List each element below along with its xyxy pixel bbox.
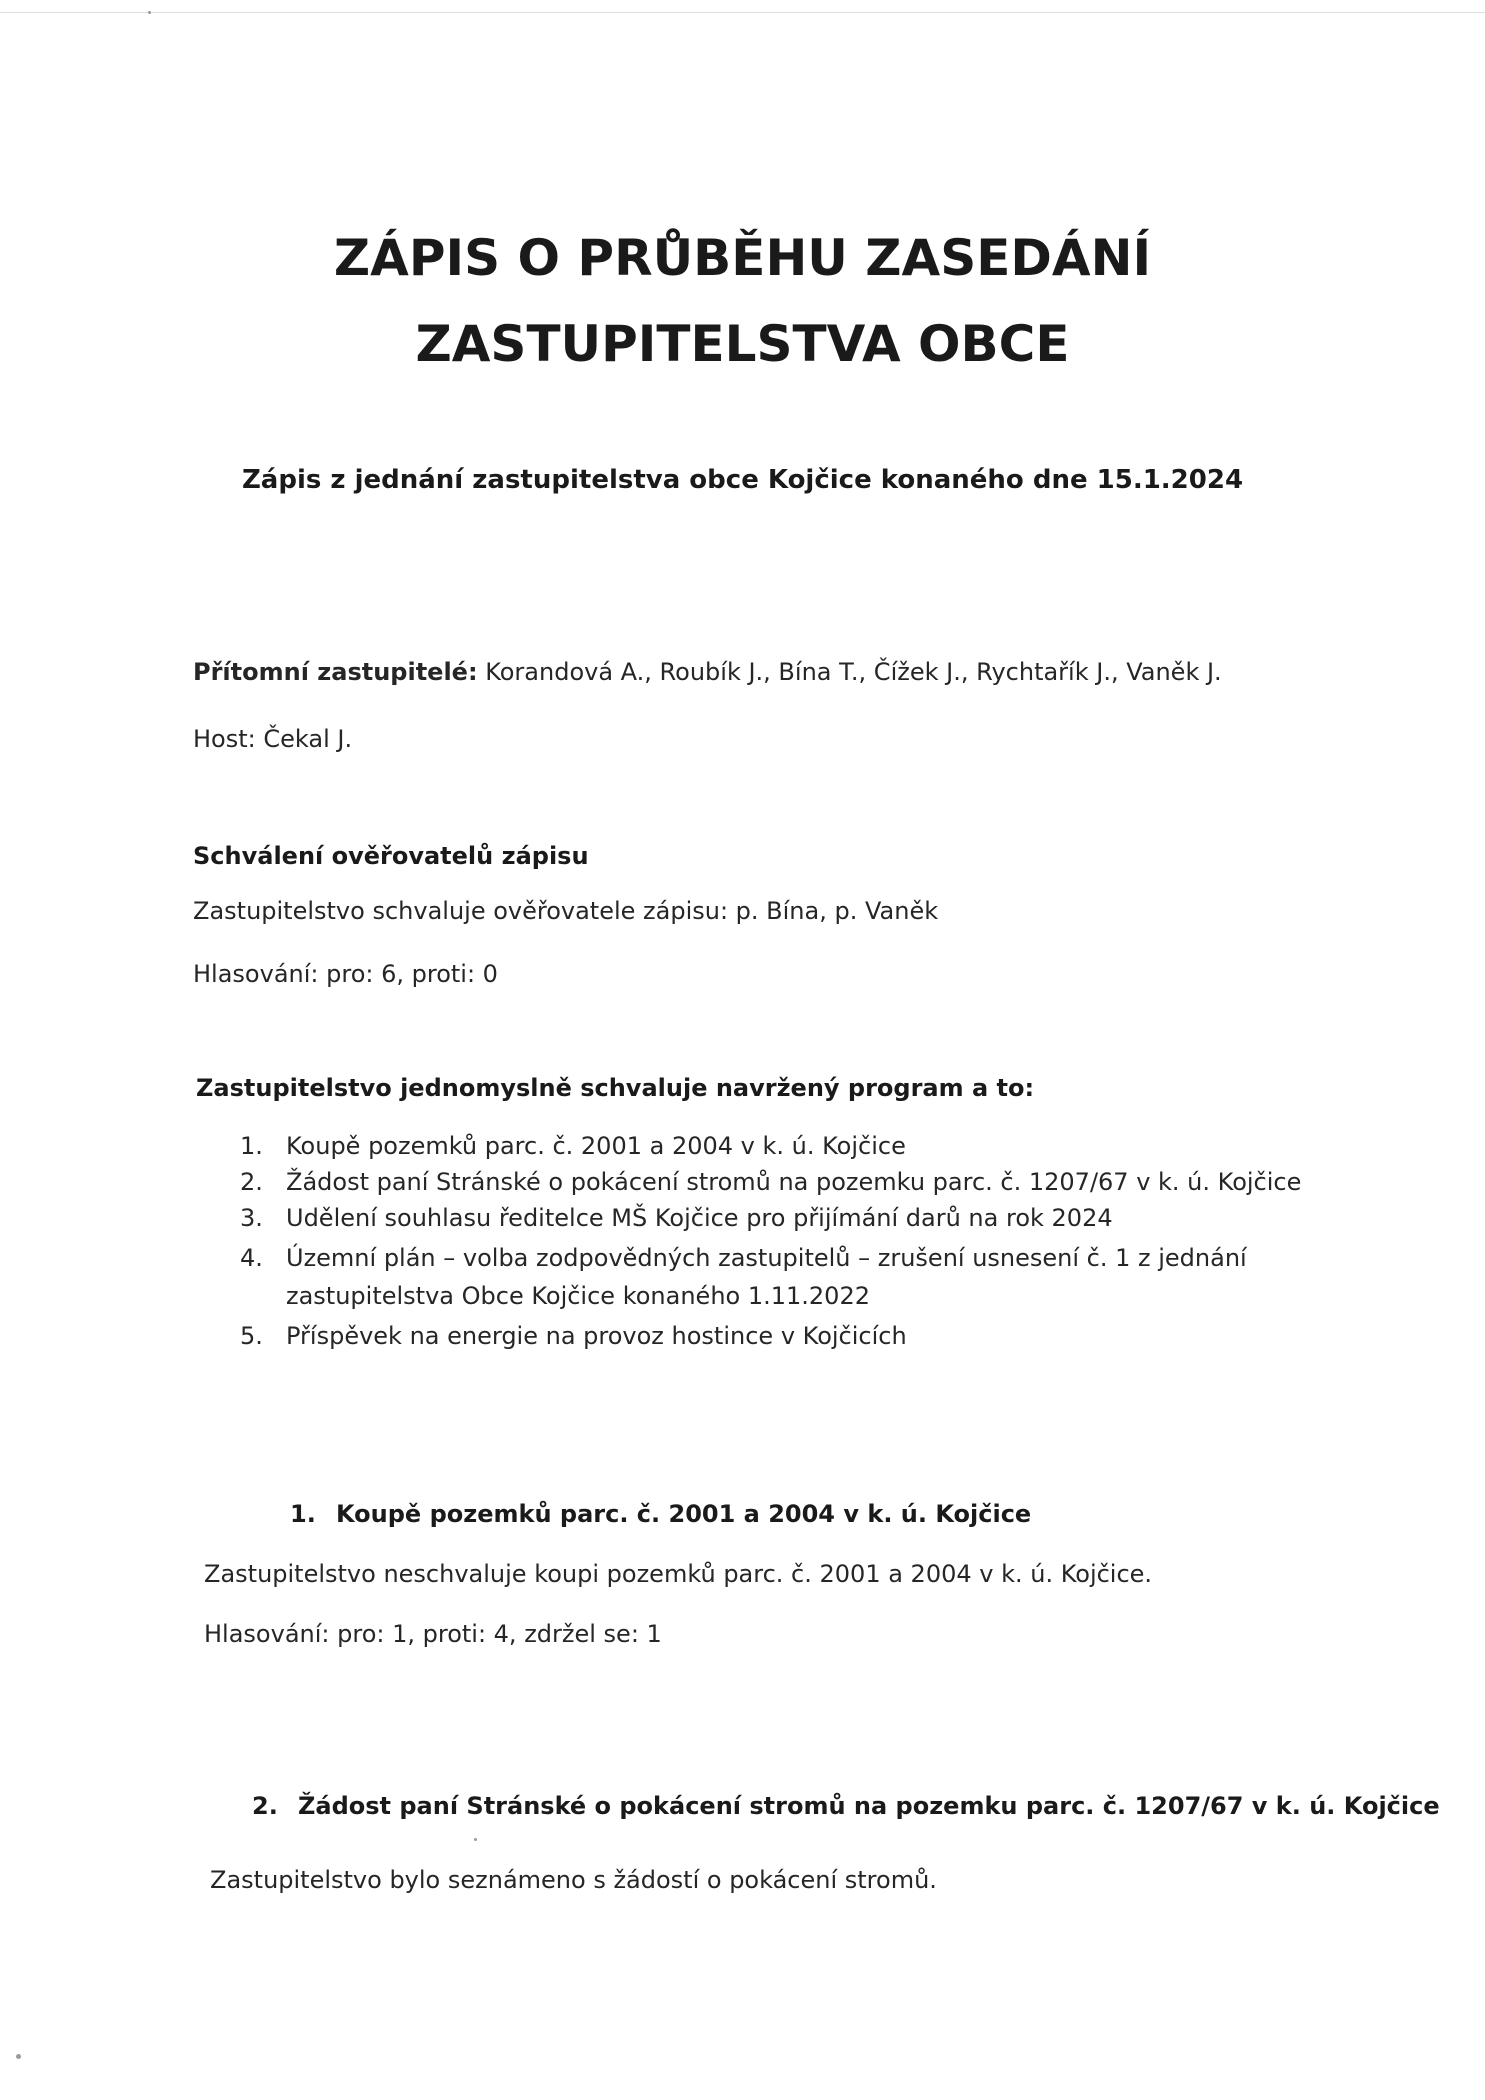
present-names: Korandová A., Roubík J., Bína T., Čížek J., Rychtařík J., Vaněk J. — [477, 658, 1222, 686]
verifiers-heading: Schválení ověřovatelů zápisu — [193, 842, 589, 870]
document-title — [0, 215, 1485, 387]
program-item — [240, 1204, 1113, 1232]
section-title: Koupě pozemků parc. č. 2001 a 2004 v k. ú. Kojčice — [336, 1500, 1032, 1528]
scan-speck — [148, 11, 151, 14]
program-item-text: Příspěvek na energie na provoz hostince v Kojčicích — [286, 1322, 907, 1350]
program-item-text: Územní plán – volba zodpovědných zastupitelů – zrušení usnesení č. 1 z jednání — [286, 1244, 1247, 1272]
program-item-number: 3. — [240, 1204, 263, 1232]
present-members — [193, 658, 1222, 686]
section-vote: Hlasování: pro: 1, proti: 4, zdržel se: 1 — [204, 1620, 662, 1648]
program-item — [240, 1168, 1301, 1196]
program-item-text: Žádost paní Stránské o pokácení stromů na pozemku parc. č. 1207/67 v k. ú. Kojčice — [286, 1168, 1302, 1196]
program-item-number: 5. — [240, 1322, 263, 1350]
program-item-text: Udělení souhlasu ředitelce MŠ Kojčice pro přijímání darů na rok 2024 — [286, 1204, 1113, 1232]
program-item-number: 2. — [240, 1168, 263, 1196]
program-item-number: 4. — [240, 1244, 263, 1272]
section-text: Zastupitelstvo bylo seznámeno s žádostí o pokácení stromů. — [210, 1866, 937, 1894]
present-label: Přítomní zastupitelé: — [193, 658, 478, 686]
section-title: Žádost paní Stránské o pokácení stromů na pozemku parc. č. 1207/67 v k. ú. Kojčice — [298, 1792, 1440, 1820]
document-subtitle: Zápis z jednání zastupitelstva obce Kojčice konaného dne 15.1.2024 — [241, 465, 1244, 495]
section-number: 1. — [290, 1500, 316, 1528]
section-heading — [252, 1792, 1440, 1820]
program-item-number: 1. — [240, 1132, 263, 1160]
program-item — [240, 1244, 1247, 1272]
program-item — [240, 1132, 906, 1160]
title-line-1: ZÁPIS O PRŮBĚHU ZASEDÁNÍ — [333, 229, 1152, 287]
program-item — [240, 1322, 907, 1350]
scan-speck — [16, 2054, 21, 2059]
verifiers-text: Zastupitelstvo schvaluje ověřovatele zápisu: p. Bína, p. Vaněk — [193, 897, 939, 925]
guest-line: Host: Čekal J. — [193, 725, 353, 753]
section-number: 2. — [252, 1792, 278, 1820]
program-item-text: Koupě pozemků parc. č. 2001 a 2004 v k. ú. Kojčice — [286, 1132, 906, 1160]
program-item-continuation: zastupitelstva Obce Kojčice konaného 1.11.2022 — [286, 1282, 870, 1310]
program-heading: Zastupitelstvo jednomyslně schvaluje navržený program a to: — [196, 1074, 1035, 1102]
section-text: Zastupitelstvo neschvaluje koupi pozemků parc. č. 2001 a 2004 v k. ú. Kojčice. — [204, 1560, 1153, 1588]
scan-speck — [474, 1838, 477, 1841]
verifiers-vote: Hlasování: pro: 6, proti: 0 — [193, 960, 498, 988]
section-heading — [290, 1500, 1031, 1528]
title-line-2: ZASTUPITELSTVA OBCE — [415, 315, 1070, 373]
scan-edge-line — [0, 12, 1485, 13]
